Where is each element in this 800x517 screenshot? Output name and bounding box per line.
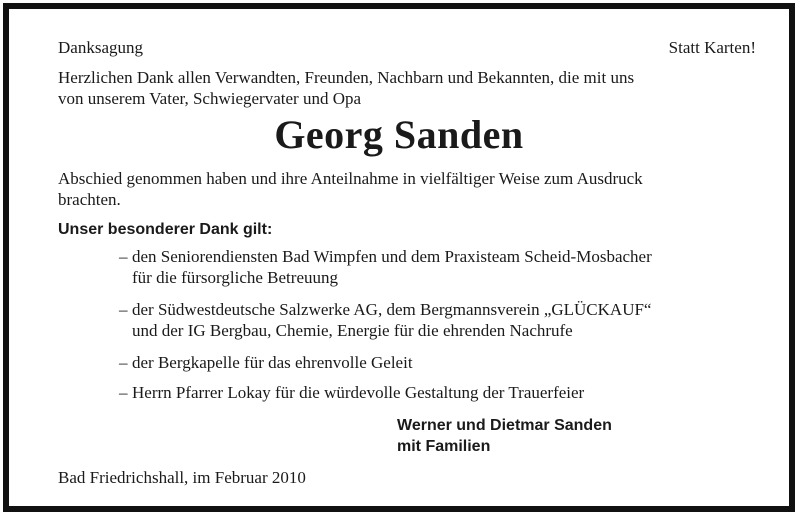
header-left: Danksagung [58, 38, 143, 57]
thanks-item-4-line-1: Herrn Pfarrer Lokay für die würdevolle Gestaltung der Trauerfeier [132, 383, 585, 402]
place-date: Bad Friedrichshall, im Februar 2010 [58, 468, 306, 487]
signature-line-1: Werner und Dietmar Sanden [397, 417, 612, 434]
thanks-item-1-line-1: den Seniorendiensten Bad Wimpfen und dem Praxisteam Scheid-Mosbacher [132, 247, 652, 266]
thanks-heading: Unser besonderer Dank gilt: [58, 221, 273, 238]
intro-line-1: Herzlichen Dank allen Verwandten, Freunden, Nachbarn und Bekannten, die mit uns [58, 68, 635, 87]
intro-line-2: von unserem Vater, Schwiegervater und Opa [58, 89, 362, 108]
thanks-item-2-line-1: der Südwestdeutsche Salzwerke AG, dem Bergmannsverein „GLÜCKAUF“ [132, 300, 652, 319]
header-right: Statt Karten! [668, 38, 756, 57]
thanks-bullet: – [119, 247, 128, 266]
thanks-bullet: – [119, 383, 128, 402]
thanks-item-3-line-1: der Bergkapelle für das ehrenvolle Geleit [132, 353, 413, 372]
notice-content [9, 9, 789, 506]
notice-frame [3, 3, 795, 512]
thanks-item-1-line-2: für die fürsorgliche Betreuung [132, 268, 338, 287]
body-line-1: Abschied genommen haben und ihre Anteilnahme in vielfältiger Weise zum Ausdruck [58, 169, 643, 188]
signature-line-2: mit Familien [397, 438, 491, 455]
deceased-name: Georg Sanden [274, 112, 524, 157]
thanks-bullet: – [119, 353, 128, 372]
thanks-item-2-line-2: und der IG Bergbau, Chemie, Energie für die ehrenden Nachrufe [132, 321, 573, 340]
thanks-bullet: – [119, 300, 128, 319]
body-line-2: brachten. [58, 190, 121, 209]
